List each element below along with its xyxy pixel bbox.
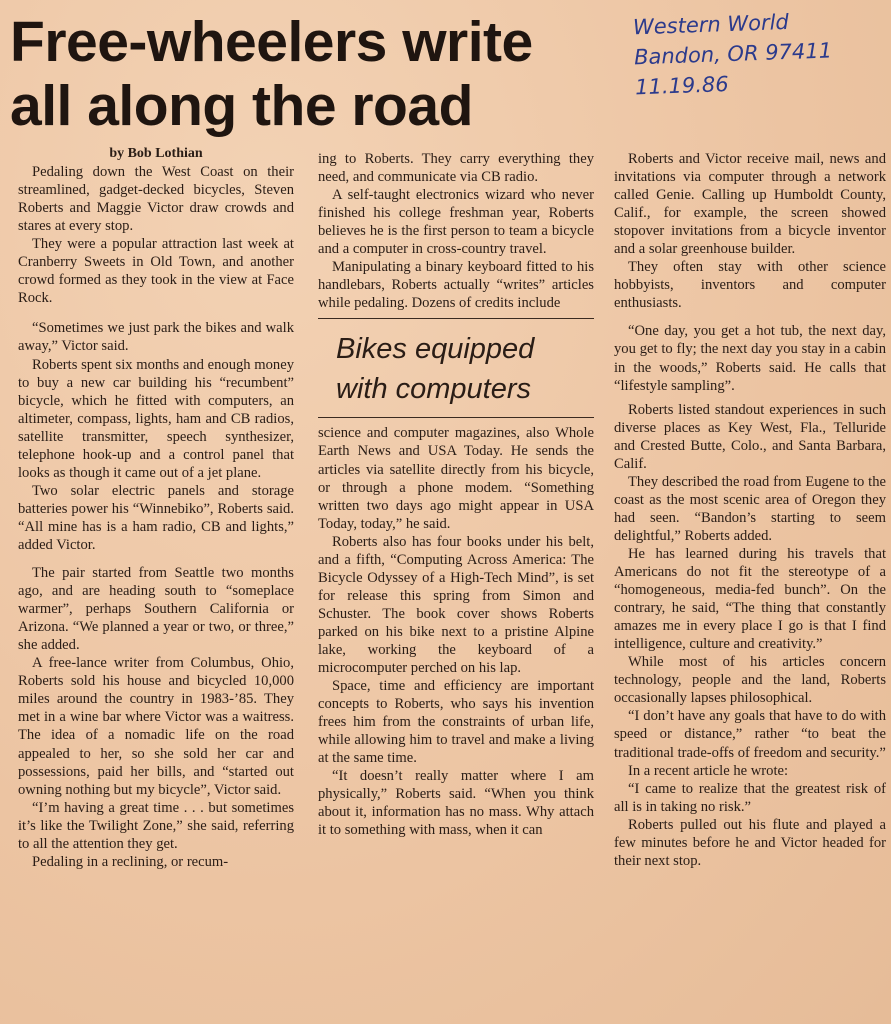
paragraph: Roberts spent six months and enough money to buy a new car building his “recumbent” bicycle, which he fitted with computers, an altimeter, compass, lights, ham and CB radios, satellite transmitter, speech synthesizer, telephone hook-up and a control panel that looks as though it came out of a jet plane.	[18, 356, 294, 481]
note-line-3: 11.19.86	[634, 72, 730, 100]
paragraph: They described the road from Eugene to the coast as the most scenic area of Oregon they had seen. “Bandon’s starting to seem delightful,” Roberts added.	[614, 473, 886, 544]
paragraph: “I’m having a great time . . . but sometimes it’s like the Twilight Zone,” she said, referring to all the attention they get.	[18, 799, 294, 852]
paragraph: science and computer magazines, also Whole Earth News and USA Today. He sends the articles via satellite directly from his bicycle, or through a phone modem. “Something written two days ago might appear in USA Today, today,” he said.	[318, 425, 594, 532]
spacer	[18, 554, 294, 564]
paragraph: Roberts and Victor receive mail, news and invitations via computer through a network called Genie. Calling up Humboldt County, Calif., for example, the screen showed stopover invitations from a bicycle inventor and a solar greenhouse builder.	[614, 151, 886, 258]
spacer	[614, 312, 886, 322]
pullquote-line-1: Bikes equipped	[336, 333, 535, 366]
pullquote-rule-bottom	[318, 417, 594, 418]
paragraph: “It doesn’t really matter where I am physically,” Roberts said. “When you think about it, information has no mass. Why attach it to something with mass, when it can	[318, 768, 594, 839]
handwritten-note	[633, 4, 886, 103]
paragraph: ing to Roberts. They carry everything they need, and communicate via CB radio.	[318, 151, 594, 186]
pullquote-rule-top	[318, 318, 594, 319]
paragraph: Space, time and efficiency are important concepts to Roberts, who says his invention frees him from the constraints of urban life, while allowing him to travel and make a living at the same time.	[318, 678, 594, 767]
note-line-2: Bandon, OR 97411	[633, 38, 833, 70]
headline-line-2: all along the road	[10, 74, 473, 138]
paragraph: In a recent article he wrote:	[628, 762, 789, 779]
paragraph: “I came to realize that the greatest risk of all is in taking no risk.”	[614, 780, 886, 815]
article-column-1	[18, 145, 294, 871]
paragraph: They often stay with other science hobbyists, inventors and computer enthusiasts.	[614, 259, 886, 312]
headline-line-1: Free-wheelers write	[10, 10, 533, 74]
paragraph: He has learned during his travels that Americans do not fit the stereotype of a “homogeneous, media-fed bunch”. On the contrary, he said, “The thing that constantly amazes me in every place I go is that I find intelligence, culture and creativity.”	[614, 545, 886, 653]
paragraph: Roberts listed standout experiences in such diverse places as Key West, Fla., Telluride and Crested Butte, Colo., and Santa Barbara, Calif.	[614, 401, 886, 472]
article-column-3	[614, 150, 886, 870]
article-column-2	[318, 150, 594, 840]
paragraph: Roberts pulled out his flute and played a few minutes before he and Victor headed for their next stop.	[614, 816, 886, 869]
paragraph: They were a popular attraction last week at Cranberry Sweets in Old Town, and another crowd formed as they took in the view at Face Rock.	[18, 236, 294, 307]
headline	[10, 10, 620, 138]
pullquote	[318, 329, 594, 409]
paragraph: Manipulating a binary keyboard fitted to his handlebars, Roberts actually “writes” articles while pedaling. Dozens of credits include	[318, 259, 594, 312]
paragraph: A free-lance writer from Columbus, Ohio, Roberts sold his house and bicycled 10,000 miles around the country in 1983-’85. They met in a wine bar where Victor was a waitress. The idea of a nomadic life on the road appealed to her, so she sold her car and possessions, paid her bills, and “started out owning nothing but my bicycle”, Victor said.	[18, 655, 294, 798]
paragraph: “I don’t have any goals that have to do with speed or distance,” rather “to beat the traditional trade-offs of freedom and security.”	[614, 708, 886, 761]
paragraph: Two solar electric panels and storage batteries power his “Winnebiko”, Roberts said. “All mine has is a ham radio, CB and lights,” added Victor.	[18, 482, 294, 553]
note-line-1: Western World	[632, 9, 790, 40]
paragraph: The pair started from Seattle two months ago, and are heading south to “someplace warmer”, perhaps Southern California or Arizona. “We planned a year or two, or three,” she added.	[18, 565, 294, 654]
paragraph: Pedaling down the West Coast on their streamlined, gadget-decked bicycles, Steven Roberts and Maggie Victor draw crowds and stares at every stop.	[18, 164, 294, 235]
paragraph: While most of his articles concern technology, people and the land, Roberts occasionally lapses philosophical.	[614, 654, 886, 707]
pullquote-line-2: with computers	[336, 373, 532, 406]
paragraph: Roberts also has four books under his belt, and a fifth, “Computing Across America: The Bicycle Odyssey of a High-Tech Mind”, is set for release this spring from Simon and Schuster. The book cover shows Roberts parked on his bike next to a pristine Alpine lake, working the keyboard of a microcomputer perched on his lap.	[318, 533, 594, 677]
paragraph: “Sometimes we just park the bikes and walk away,” Victor said.	[18, 320, 294, 355]
paragraph: Pedaling in a reclining, or recum-	[32, 853, 229, 870]
paragraph: A self-taught electronics wizard who never finished his college freshman year, Roberts believes he is the first person to team a bicycle and a computer in cross-country travel.	[318, 187, 594, 258]
byline: by Bob Lothian	[109, 146, 203, 161]
paragraph: “One day, you get a hot tub, the next day, you get to fly; the next day you stay in a cabin in the woods,” Roberts said. He calls that “lifestyle sampling”.	[614, 323, 886, 394]
